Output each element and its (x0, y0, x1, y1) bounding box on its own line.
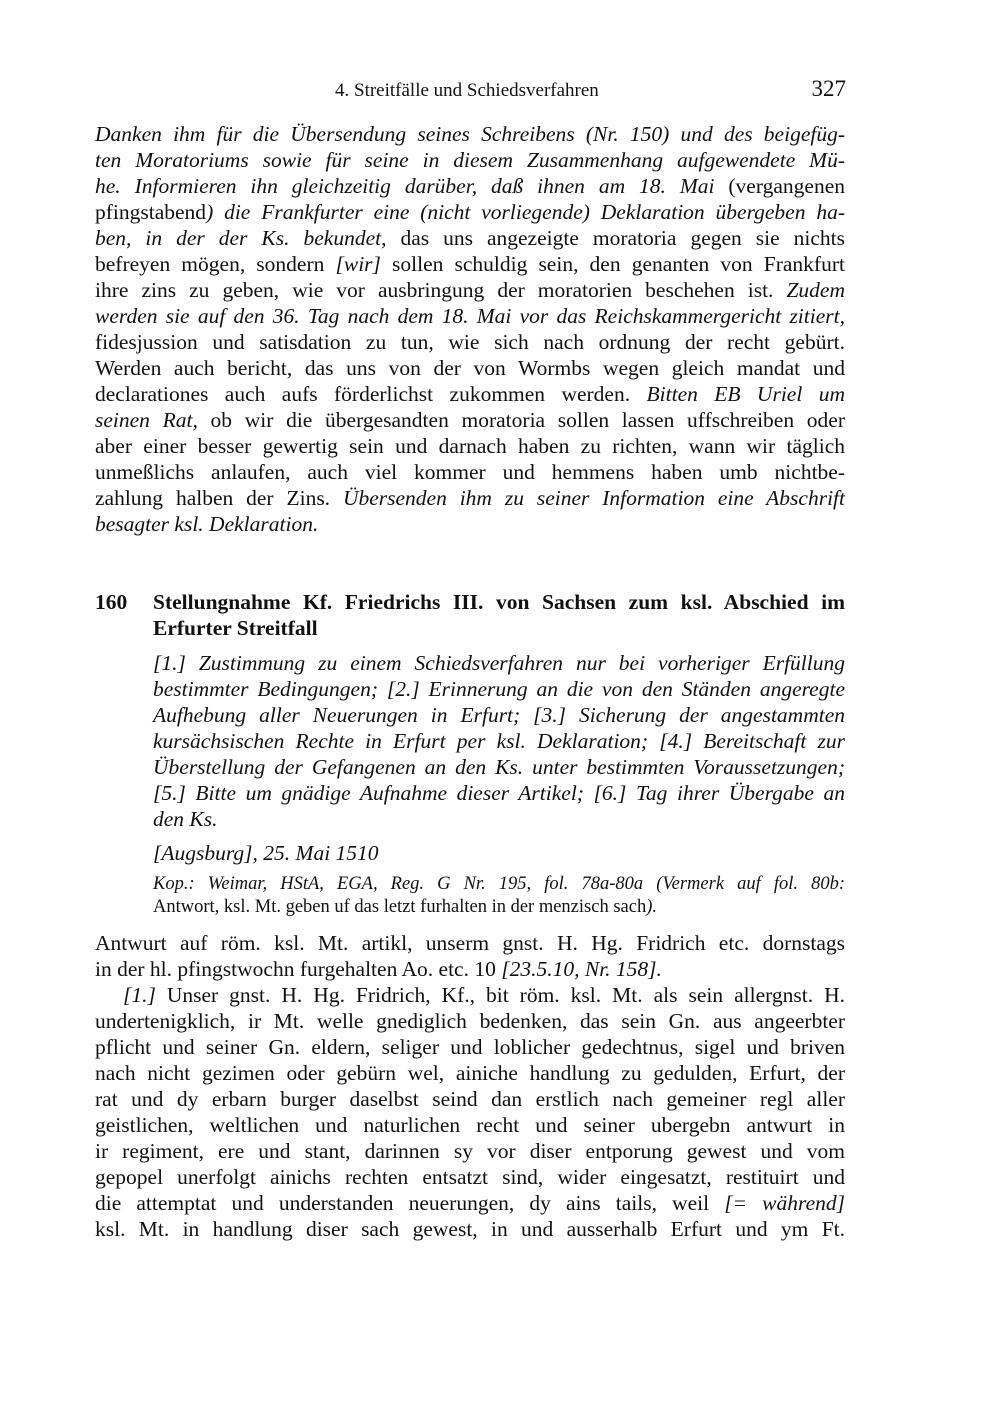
text-line (153, 780, 845, 806)
text-run: [wir] (335, 252, 381, 276)
text-line (95, 485, 845, 511)
text-line (95, 982, 845, 1008)
text-run: sollen schuldig sein, den genanten von Frankfurt (380, 252, 845, 276)
text-run: gepopel unerfolgt ainichs rechten entsatzt sind, wider eingesatzt, restituirt und (95, 1165, 845, 1189)
text-run: [1.] (123, 983, 156, 1007)
text-run: Unser gnst. H. Hg. Fridrich, Kf., bit röm. ksl. Mt. als sein allergnst. H. (155, 983, 845, 1007)
text-line (153, 702, 845, 728)
text-run: ir regiment, ere und stant, darinnen sy vor diser entporung gewest und vom (95, 1139, 845, 1163)
date-line (153, 840, 845, 866)
running-head: 4. Streitfälle und Schiedsverfahren (335, 80, 599, 101)
text-line (95, 511, 845, 537)
text-run: Danken ihm für die Übersendung seines Schreibens (Nr. 150) und des beigefüg- (95, 122, 845, 146)
text-line (153, 676, 845, 702)
text-line (153, 806, 845, 832)
text-run: he. Informieren ihn gleichzeitig darüber, daß ihnen am 18. Mai (95, 174, 729, 198)
text-line (95, 956, 845, 982)
text-line (95, 303, 845, 329)
document-number: 160 (95, 590, 128, 614)
text-run: pfingstabend (95, 200, 207, 224)
text-line (95, 147, 845, 173)
text-line (95, 1034, 845, 1060)
text-line (153, 650, 845, 676)
text-line (153, 840, 845, 866)
text-line (95, 930, 845, 956)
regest-paragraph (153, 650, 845, 832)
text-line (95, 173, 845, 199)
text-line (95, 121, 845, 147)
text-run: in der hl. pfingstwochn furgehalten Ao. etc. 10 (95, 957, 502, 981)
text-line (95, 225, 845, 251)
text-line (95, 355, 845, 381)
text-line (95, 1216, 845, 1242)
text-run: rat und dy erbarn burger daselbst seind dan erstlich nach gemeiner regl aller (95, 1087, 845, 1111)
text-run: die attemptat und understanden neuerungen, dy ains tails, weil (95, 1191, 725, 1215)
document-text (95, 930, 845, 1242)
text-line (95, 277, 845, 303)
text-run: [5.] Bitte um gnädige Aufnahme dieser Artikel; [6.] Tag ihrer Übergabe an (153, 781, 845, 805)
text-run: ten Moratoriums sowie für seine in diesem Zusammenhang aufgewendete Mü- (95, 148, 845, 172)
text-run: bestimmter Bedingungen; [2.] Erinnerung an die von den Ständen angeregte (153, 677, 845, 701)
text-run: [23.5.10, Nr. 158]. (501, 957, 662, 981)
source-note (153, 873, 845, 919)
text-run: (vergangenen (728, 174, 845, 198)
text-run: aber einer besser gewertig sein und darnach haben zu richten, wann wir täglich (95, 434, 845, 458)
text-run: Überstellung der Gefangenen an den Ks. unter bestimmten Voraussetzungen; (153, 755, 845, 779)
text-line (95, 459, 845, 485)
text-line (153, 754, 845, 780)
text-run: ob wir die übergesandten moratoria sollen lassen uffschreiben oder (210, 408, 845, 432)
text-run: das uns angezeigte moratoria gegen sie nichts (400, 226, 845, 250)
text-line (95, 1138, 845, 1164)
text-line (95, 1008, 845, 1034)
text-run: undertenigklich, ir Mt. welle gnediglich bedenken, das sein Gn. aus angeerbter (95, 1009, 845, 1033)
text-run: Antwort, ksl. Mt. geben uf das letzt furhalten in der menzisch sach (153, 897, 647, 917)
text-run: seinen Rat, (95, 408, 211, 432)
text-run: Bitten EB Uriel um (646, 382, 845, 406)
text-run: [1.] Zustimmung zu einem Schiedsverfahren nur bei vorheriger Erfüllung (153, 651, 845, 675)
text-run: werden sie auf den 36. Tag nach dem 18. Mai vor das Reichskammergericht zitiert, (95, 304, 845, 328)
text-run: Erfurter Streitfall (153, 616, 318, 640)
text-run: [= während] (724, 1191, 845, 1215)
text-run: Kop.: Weimar, HStA, EGA, Reg. G Nr. 195, fol. 78a-80a (Vermerk auf fol. 80b: (153, 874, 845, 894)
text-run: Antwurt auf röm. ksl. Mt. artikl, unserm gnst. H. Hg. Fridrich etc. dornstags (95, 931, 845, 955)
text-run: ben, in der der Ks. bekundet, (95, 226, 401, 250)
summary-paragraph (95, 121, 845, 537)
text-line (95, 1164, 845, 1190)
text-run: den Ks. (153, 807, 218, 831)
text-run: zahlung halben der Zins. (95, 486, 343, 510)
text-run: declarationes auch aufs förderlichst zukommen werden. (95, 382, 647, 406)
text-run: Zudem (786, 278, 845, 302)
text-line (153, 873, 845, 896)
text-run: [Augsburg], 25. Mai 1510 (153, 841, 379, 865)
text-run: geistlichen, weltlichen und naturlichen recht und seiner ubergebn antwurt in (95, 1113, 845, 1137)
text-line (95, 199, 845, 225)
text-run: besagter ksl. Deklaration. (95, 512, 319, 536)
text-run: pflicht und seiner Gn. eldern, seliger und loblicher gedechtnus, sigel und briven (95, 1035, 845, 1059)
text-run: unmeßlichs anlaufen, auch viel kommer und hemmens haben umb nichtbe- (95, 460, 845, 484)
text-line (153, 615, 845, 641)
document-heading (153, 589, 845, 641)
text-line (95, 433, 845, 459)
text-line (153, 589, 845, 615)
text-run: Stellungnahme Kf. Friedrichs III. von Sachsen zum ksl. Abschied im (153, 590, 845, 614)
text-run: Übersenden ihm zu seiner Information eine Abschrift (342, 486, 845, 510)
text-line (95, 251, 845, 277)
text-run: ) die Frankfurter eine (nicht vorliegende) Deklaration übergeben ha- (206, 200, 845, 224)
text-run: nach nicht gezimen oder gebürn wel, ainiche handlung zu gedulden, Erfurt, der (95, 1061, 845, 1085)
text-line (95, 329, 845, 355)
text-line (153, 896, 845, 919)
text-run: Werden auch bericht, das uns von der von Wormbs wegen gleich mandat und (95, 356, 845, 380)
page-number: 327 (811, 76, 846, 101)
text-line (95, 1112, 845, 1138)
text-line (95, 381, 845, 407)
text-run: kursächsischen Rechte in Erfurt per ksl. Deklaration; [4.] Bereitschaft zur (153, 729, 845, 753)
text-run: ksl. Mt. in handlung diser sach gewest, in und ausserhalb Erfurt und ym Ft. (95, 1217, 845, 1241)
text-run: ). (646, 897, 657, 917)
text-run: Aufhebung aller Neuerungen in Erfurt; [3.] Sicherung der angestammten (153, 703, 845, 727)
text-run: befreyen mögen, sondern (95, 252, 336, 276)
text-run: fidesjussion und satisdation zu tun, wie sich nach ordnung der recht gebürt. (95, 330, 845, 354)
text-line (95, 1060, 845, 1086)
text-line (153, 728, 845, 754)
text-line (95, 1190, 845, 1216)
text-run: ihre zins zu geben, wie vor ausbringung der moratorien beschehen ist. (95, 278, 787, 302)
text-line (95, 1086, 845, 1112)
text-line (95, 407, 845, 433)
